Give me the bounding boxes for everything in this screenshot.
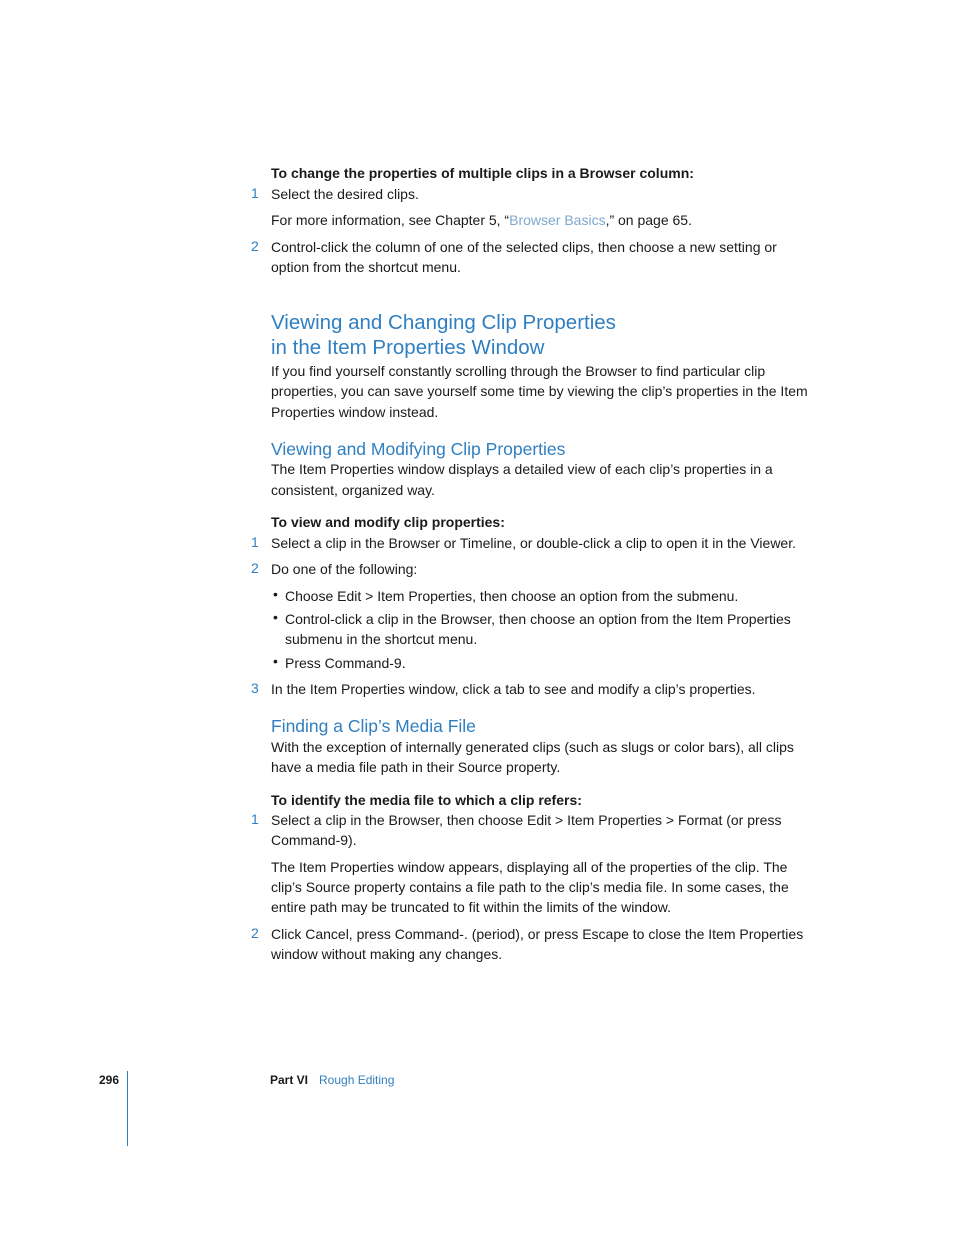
task-title: To identify the media file to which a clip refers: bbox=[271, 792, 582, 808]
subsection-heading: Finding a Clip’s Media File bbox=[271, 716, 476, 736]
bullet-text: Choose Edit > Item Properties, then choose an option from the submenu. bbox=[285, 588, 739, 604]
step-text: In the Item Properties window, click a tab to see and modify a clip’s properties. bbox=[271, 681, 756, 697]
step-number: 2 bbox=[251, 238, 259, 254]
footer-chapter-label: Rough Editing bbox=[319, 1073, 395, 1087]
page-number: 296 bbox=[99, 1073, 120, 1087]
step-text-line: Select a clip in the Browser, then choose Edit > Item Properties > Format (or press bbox=[271, 812, 782, 828]
description-line: have a media file path in their Source property. bbox=[271, 759, 561, 775]
step-text: Select the desired clips. bbox=[271, 186, 419, 202]
description-line: The Item Properties window displays a detailed view of each clip’s properties in a bbox=[271, 461, 773, 477]
browser-basics-link[interactable]: Browser Basics bbox=[509, 212, 606, 228]
step-number: 1 bbox=[251, 185, 259, 201]
intro-line: properties, you can save yourself some time by viewing the clip’s properties in the Item bbox=[271, 383, 808, 399]
note-line: The Item Properties window appears, displaying all of the properties of the clip. The bbox=[271, 859, 788, 875]
intro-line: Properties window instead. bbox=[271, 404, 439, 420]
bullet-marker: • bbox=[273, 609, 278, 625]
intro-line: If you find yourself constantly scrolling through the Browser to find particular clip bbox=[271, 363, 766, 379]
task-title: To change the properties of multiple clips in a Browser column: bbox=[271, 165, 694, 181]
step-text-line: window without making any changes. bbox=[271, 946, 503, 962]
step-number: 1 bbox=[251, 811, 259, 827]
section-heading-line: in the Item Properties Window bbox=[271, 336, 545, 359]
step-number: 3 bbox=[251, 680, 259, 696]
section-heading-line: Viewing and Changing Clip Properties bbox=[271, 311, 616, 334]
step-number: 1 bbox=[251, 534, 259, 550]
bullet-text: submenu in the shortcut menu. bbox=[285, 631, 478, 647]
bullet-marker: • bbox=[273, 653, 278, 669]
bullet-text: Control-click a clip in the Browser, then choose an option from the Item Properties bbox=[285, 611, 791, 627]
step-number: 2 bbox=[251, 560, 259, 576]
footer-divider bbox=[127, 1071, 128, 1146]
task-title: To view and modify clip properties: bbox=[271, 514, 505, 530]
step-text: Do one of the following: bbox=[271, 561, 418, 577]
step-text-line: Control-click the column of one of the selected clips, then choose a new setting or bbox=[271, 239, 777, 255]
bullet-text: Press Command-9. bbox=[285, 655, 406, 671]
description-line: consistent, organized way. bbox=[271, 482, 435, 498]
note-suffix: ,” on page 65. bbox=[605, 212, 692, 228]
step-text-line: Command-9). bbox=[271, 832, 357, 848]
step-number: 2 bbox=[251, 925, 259, 941]
description-line: With the exception of internally generated clips (such as slugs or color bars), all clips bbox=[271, 739, 794, 755]
note-line: entire path may be truncated to fit within the limits of the window. bbox=[271, 899, 671, 915]
step-text-line: Click Cancel, press Command-. (period), or press Escape to close the Item Properties bbox=[271, 926, 804, 942]
step-text: Select a clip in the Browser or Timeline, or double-click a clip to open it in the Viewer. bbox=[271, 535, 796, 551]
subsection-heading: Viewing and Modifying Clip Properties bbox=[271, 439, 566, 459]
step-note bbox=[271, 210, 692, 231]
footer-part-label: Part VI bbox=[270, 1073, 309, 1087]
note-line: clip’s Source property contains a file path to the clip’s media file. In some cases, the bbox=[271, 879, 789, 895]
bullet-marker: • bbox=[273, 586, 278, 602]
note-prefix: For more information, see Chapter 5, “ bbox=[271, 212, 510, 228]
step-text-line: option from the shortcut menu. bbox=[271, 259, 461, 275]
